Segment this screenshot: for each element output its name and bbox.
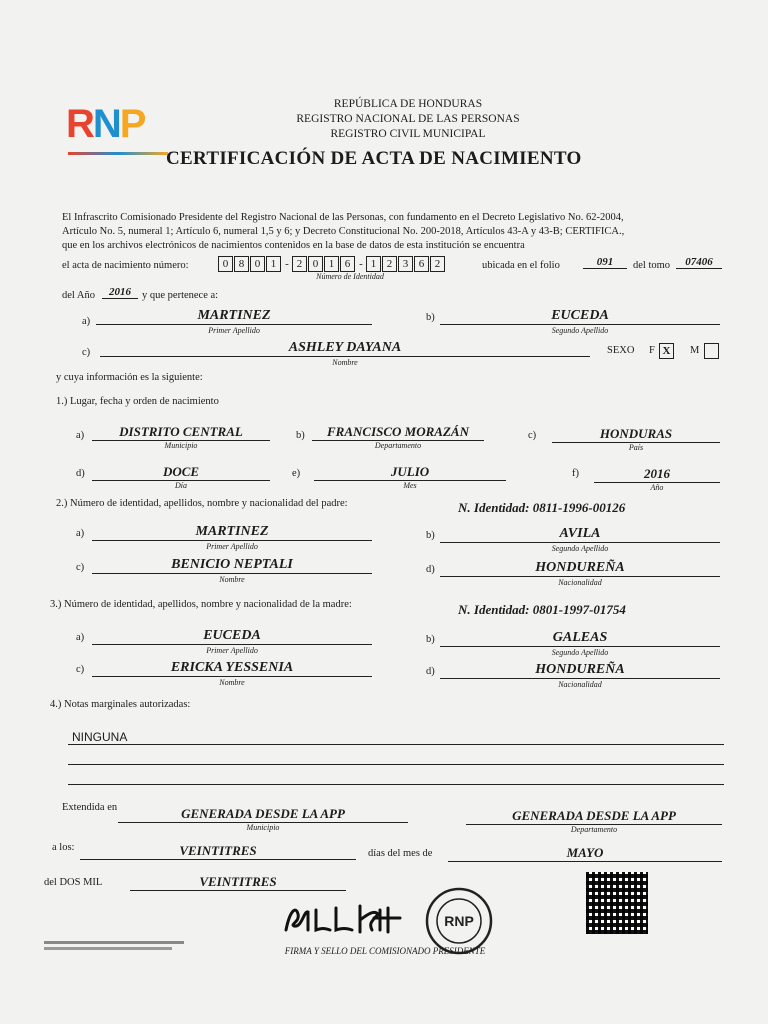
- extendida-municipio: GENERADA DESDE LA APP: [118, 806, 408, 823]
- id-digit-box: 6: [340, 256, 355, 272]
- padre-identidad: N. Identidad: 0811-1996-00126: [458, 500, 626, 515]
- padre-segundo-apellido: AVILA: [440, 526, 720, 543]
- id-digit-box: 2: [292, 256, 307, 272]
- s1-municipio-caption: Municipio: [164, 441, 198, 450]
- person-nombre: ASHLEY DAYANA: [100, 340, 590, 357]
- tomo-value: 07406: [676, 256, 722, 269]
- s3-c-label: c): [76, 664, 85, 675]
- padre-segundo-apellido-caption: Segundo Apellido: [551, 544, 609, 553]
- padre-nacionalidad-caption: Nacionalidad: [558, 578, 602, 587]
- sexo-f-checkbox: X: [659, 343, 674, 359]
- extendida-departamento-caption: Departamento: [570, 825, 618, 834]
- sexo-f-label: F: [649, 345, 655, 356]
- header-line-2: REGISTRO NACIONAL DE LAS PERSONAS: [296, 113, 520, 125]
- id-digit-box: 2: [382, 256, 397, 272]
- alos-label: a los:: [52, 842, 75, 853]
- dias-mes-label: días del mes de: [368, 848, 433, 859]
- s1-f-label: f): [572, 468, 579, 479]
- person-c-label: c): [82, 347, 91, 358]
- s2-c-label: c): [76, 562, 85, 573]
- s1-dia-caption: Día: [175, 481, 187, 490]
- s1-d-label: d): [76, 468, 85, 479]
- person-b-label: b): [426, 312, 435, 323]
- s1-departamento-caption: Departamento: [374, 441, 422, 450]
- sexo-m-label: M: [690, 345, 700, 356]
- tomo-label: del tomo: [633, 260, 671, 271]
- notas-value: NINGUNA: [72, 730, 128, 744]
- id-digit-box: 8: [234, 256, 249, 272]
- padre-nombre-caption: Nombre: [219, 575, 245, 584]
- s1-municipio: DISTRITO CENTRAL: [92, 424, 270, 441]
- extendida-departamento: GENERADA DESDE LA APP: [466, 808, 722, 825]
- id-digit-box: 3: [398, 256, 413, 272]
- firma-caption: FIRMA Y SELLO DEL COMISIONADO PRESIDENTE: [284, 946, 486, 956]
- padre-nombre: BENICIO NEPTALI: [92, 557, 372, 574]
- s3-b-label: b): [426, 634, 435, 645]
- id-separator: -: [285, 258, 289, 270]
- person-nombre-caption: Nombre: [332, 358, 358, 367]
- madre-primer-apellido-caption: Primer Apellido: [206, 646, 258, 655]
- sexo-label: SEXO: [607, 345, 635, 356]
- notas-line-2: [68, 764, 724, 765]
- folio-value: 091: [583, 256, 627, 269]
- section4-title: 4.) Notas marginales autorizadas:: [50, 699, 191, 710]
- sexo-m-checkbox: [704, 343, 719, 359]
- id-digit-box: 1: [366, 256, 381, 272]
- padre-primer-apellido-caption: Primer Apellido: [206, 542, 258, 551]
- madre-nacionalidad: HONDUREÑA: [440, 662, 720, 679]
- mes-value: MAYO: [448, 845, 722, 862]
- s2-a-label: a): [76, 528, 85, 539]
- anio-label: del Año: [62, 290, 95, 301]
- logo-underline: [68, 152, 168, 155]
- s2-b-label: b): [426, 530, 435, 541]
- section2-title: 2.) Número de identidad, apellidos, nombre y nacionalidad del padre:: [56, 498, 348, 509]
- folio-label: ubicada en el folio: [482, 260, 560, 271]
- signature: [282, 900, 422, 940]
- id-digit-box: 1: [324, 256, 339, 272]
- notas-line-3: [68, 784, 724, 785]
- extendida-municipio-caption: Municipio: [246, 823, 280, 832]
- s1-pais-caption: País: [628, 443, 644, 452]
- header-line-1: REPÚBLICA DE HONDURAS: [333, 98, 483, 110]
- dosmil-value: VEINTITRES: [130, 874, 346, 891]
- s1-a-label: a): [76, 430, 85, 441]
- id-digit-box: 2: [430, 256, 445, 272]
- dosmil-label: del DOS MIL: [44, 877, 103, 888]
- madre-nombre: ERICKA YESSENIA: [92, 660, 372, 677]
- intro-line-2: Artículo No. 5, numeral 1; Artículo 6, numeral 1,5 y 6; y Decreto Constitucional No. 200-2018, Artículos 43-A y 43-B; CERTIFICA.,: [62, 226, 625, 237]
- s1-e-label: e): [292, 468, 301, 479]
- notas-line-1: [68, 744, 724, 745]
- acta-numero-label: el acta de nacimiento número:: [62, 260, 189, 271]
- padre-nacionalidad: HONDUREÑA: [440, 560, 720, 577]
- s3-a-label: a): [76, 632, 85, 643]
- madre-nacionalidad-caption: Nacionalidad: [558, 680, 602, 689]
- seal-logo-text: RNP: [444, 913, 474, 929]
- s1-dia: DOCE: [92, 464, 270, 481]
- id-digit-box: 0: [218, 256, 233, 272]
- footer-small-text-2: [44, 947, 172, 950]
- pertenece-label: y que pertenece a:: [142, 290, 219, 301]
- s2-d-label: d): [426, 564, 435, 575]
- person-segundo-apellido-caption: Segundo Apellido: [551, 326, 609, 335]
- s1-b-label: b): [296, 430, 305, 441]
- id-digit-box: 0: [308, 256, 323, 272]
- page-title: CERTIFICACIÓN DE ACTA DE NACIMIENTO: [166, 148, 582, 169]
- id-digit-box: 1: [266, 256, 281, 272]
- person-primer-apellido: MARTINEZ: [96, 308, 372, 325]
- anio-value: 2016: [102, 286, 138, 299]
- s1-pais: HONDURAS: [552, 426, 720, 443]
- info-intro: y cuya información es la siguiente:: [56, 372, 203, 383]
- s1-departamento: FRANCISCO MORAZÁN: [312, 424, 484, 441]
- intro-line-3: que en los archivos electrónicos de nacimientos contenidos en la base de datos de esta institución se encuentra: [62, 240, 525, 251]
- s1-mes-caption: Mes: [403, 481, 417, 490]
- s3-d-label: d): [426, 666, 435, 677]
- person-primer-apellido-caption: Primer Apellido: [208, 326, 260, 335]
- s1-anio-caption: Año: [650, 483, 664, 492]
- s1-anio: 2016: [594, 466, 720, 483]
- person-segundo-apellido: EUCEDA: [440, 308, 720, 325]
- intro-line-1: El Infrascrito Comisionado Presidente del Registro Nacional de las Personas, con fundamento en el Decreto Legislativo No. 62-2004,: [62, 212, 624, 223]
- footer-small-text-1: [44, 941, 184, 944]
- section3-title: 3.) Número de identidad, apellidos, nombre y nacionalidad de la madre:: [50, 599, 352, 610]
- madre-nombre-caption: Nombre: [219, 678, 245, 687]
- rnp-logo: RNP: [66, 102, 145, 146]
- padre-primer-apellido: MARTINEZ: [92, 524, 372, 541]
- madre-segundo-apellido: GALEAS: [440, 630, 720, 647]
- madre-identidad: N. Identidad: 0801-1997-01754: [458, 602, 626, 617]
- section1-title: 1.) Lugar, fecha y orden de nacimiento: [56, 396, 219, 407]
- id-caption: Número de Identidad: [316, 272, 384, 281]
- madre-primer-apellido: EUCEDA: [92, 628, 372, 645]
- alos-dias: VEINTITRES: [80, 843, 356, 860]
- id-digit-box: 6: [414, 256, 429, 272]
- extendida-label: Extendida en: [62, 802, 118, 813]
- id-number-boxes: [218, 256, 446, 272]
- s1-mes: JULIO: [314, 464, 506, 481]
- header-line-3: REGISTRO CIVIL MUNICIPAL: [330, 128, 486, 140]
- id-separator: -: [359, 258, 363, 270]
- person-a-label: a): [82, 316, 91, 327]
- madre-segundo-apellido-caption: Segundo Apellido: [551, 648, 609, 657]
- id-digit-box: 0: [250, 256, 265, 272]
- s1-c-label: c): [528, 430, 537, 441]
- qr-code[interactable]: [586, 872, 648, 934]
